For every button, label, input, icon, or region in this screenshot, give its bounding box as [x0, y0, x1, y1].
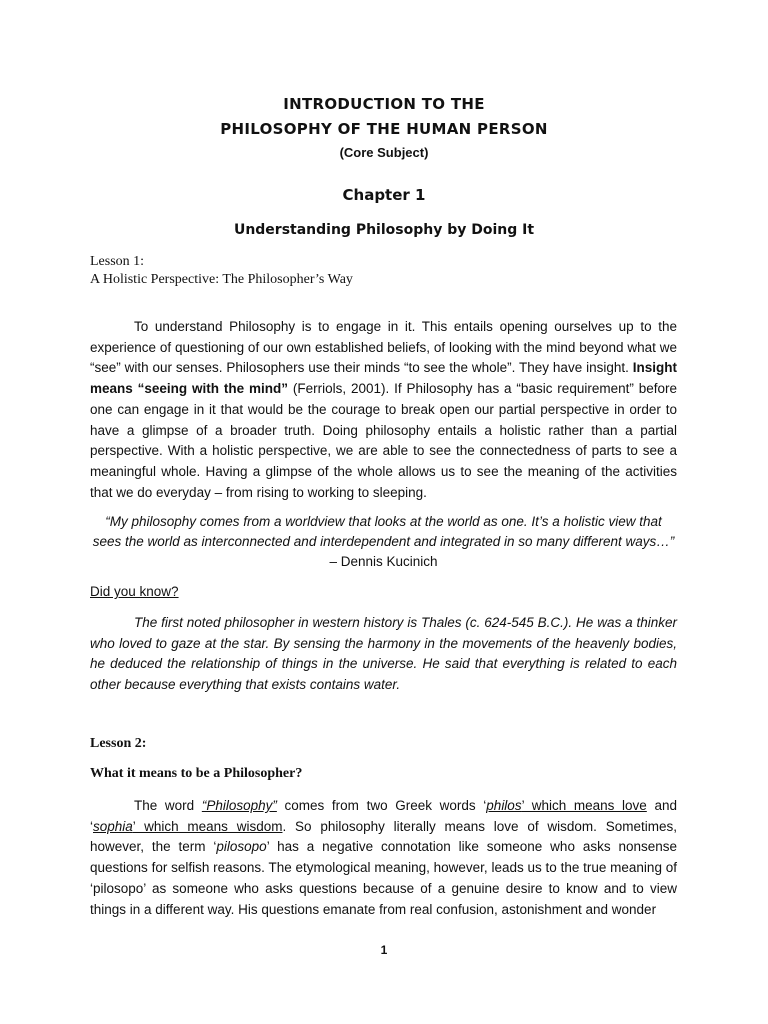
philos-definition	[486, 798, 647, 813]
lesson1-label: Lesson 1:	[90, 254, 145, 269]
sophia-quote-mark: ‘	[90, 818, 93, 834]
quote-author: – Dennis Kucinich	[329, 554, 438, 569]
philos-meaning: ’ which means love	[521, 798, 647, 813]
lesson2-text-b: comes from two Greek words	[276, 798, 484, 813]
lesson1-title: A Holistic Perspective: The Philosopher’s Way	[90, 272, 353, 287]
paragraph1-text-b: (Ferriols, 2001). If Philosophy has a “basic requirement” before one can engage in it that would be the courage to break open our partial perspective in order to have a glimpse of a broader truth. Doing philosophy entails a holistic rather than a partial perspective. With a holistic perspective, we are able to see the connectedness of parts to see a meaningful whole. Having a glimpse of the whole allows us to see the meaning of the activities that we do everyday – from rising to working to sleeping.	[90, 381, 677, 500]
document-subtitle: (Core Subject)	[339, 145, 429, 160]
kucinich-quote	[90, 512, 677, 572]
philosophy-term: “Philosophy”	[201, 798, 277, 813]
lesson2-text-a: The word	[134, 798, 202, 813]
paragraph1-bold-insight: Insight means “seeing with the mind”	[90, 360, 677, 397]
paragraph-philosopher-meaning	[90, 796, 677, 920]
philos-quote-mark: ‘	[483, 798, 487, 813]
did-you-know-paragraph: The first noted philosopher in western history is Thales (c. 624-545 B.C.). He was a thinker who loved to gaze at the star. By sensing the harmony in the movements of the heavenly bodies, he deduced the relationship of things in the universe. He said that everything is related to each other because everything that exists contains water.	[90, 615, 677, 693]
philos-term: philos	[486, 798, 522, 813]
sophia-meaning: ’ which means wisdom	[132, 818, 283, 834]
sophia-definition	[93, 819, 282, 834]
paragraph-holistic-perspective	[90, 317, 677, 503]
document-title-line2: PHILOSOPHY OF THE HUMAN PERSON	[220, 120, 548, 138]
lesson1-heading	[90, 253, 353, 289]
did-you-know-heading: Did you know?	[90, 584, 179, 599]
lesson2-label: Lesson 2:	[90, 736, 147, 751]
pilosopo-term: pilosopo	[216, 839, 267, 855]
paragraph1-text-a: To understand Philosophy is to engage in it. This entails opening ourselves up to the experience of questioning of our own established beliefs, of looking with the mind beyond what we “see” with our senses. Philosophers use their minds “to see the whole”. They have insight.	[90, 319, 677, 376]
lesson2-text-c: and	[646, 798, 677, 813]
sophia-term: sophia	[93, 818, 133, 834]
document-title-line1: INTRODUCTION TO THE	[283, 95, 485, 113]
chapter-title: Understanding Philosophy by Doing It	[233, 222, 535, 238]
chapter-heading: Chapter 1	[342, 186, 426, 204]
lesson2-text-d: . So philosophy literally means love of wisdom. Sometimes, however, the term ‘	[90, 818, 677, 855]
quote-text: “My philosophy comes from a worldview that looks at the world as one. It’s a holistic view that sees the world as interconnected and interdependent and integrated in so many different ways…”	[92, 514, 675, 549]
lesson2-title: What it means to be a Philosopher?	[90, 766, 303, 781]
lesson2-text-e: ’ has a negative connotation like someone who asks nonsense questions for selfish reasons. The etymological meaning, however, leads us to the true meaning of ‘pilosopo’ as someone who asks questions because of a genuine desire to know and to view things in a different way. His questions emanate from real confusion, astonishment and wonder	[90, 839, 677, 917]
page-number: 1	[380, 943, 388, 957]
